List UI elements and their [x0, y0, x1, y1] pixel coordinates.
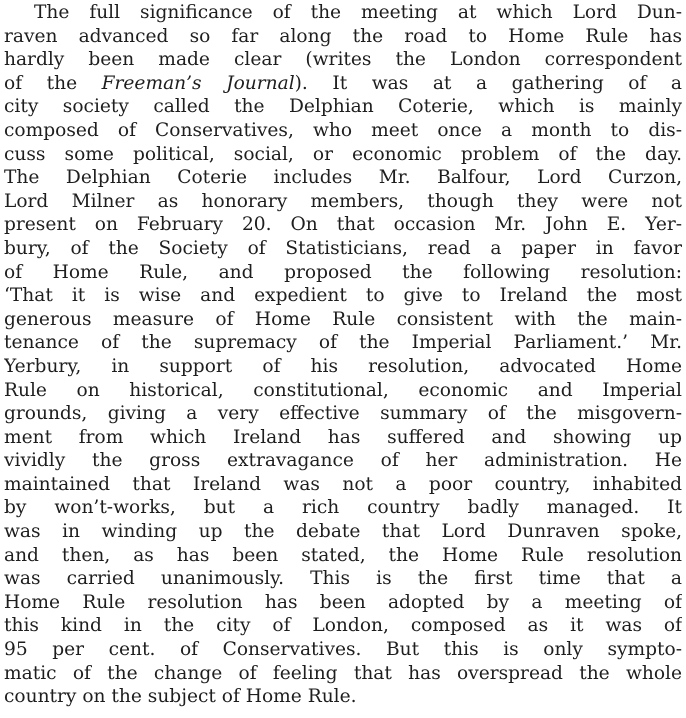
text-line: city society called the Delphian Coterie, which is mainly: [4, 96, 682, 118]
text-line: cuss some political, social, or economic problem of the day.: [4, 143, 682, 165]
text-line: this kind in the city of London, composed as it was of: [4, 615, 682, 637]
text-line: matic of the change of feeling that has overspread the whole: [4, 662, 682, 684]
text-line: country on the subject of Home Rule.: [4, 686, 357, 708]
journal-title: Freeman’s Journal: [101, 72, 295, 94]
text-line: composed of Conservatives, who meet once a month to dis-: [4, 119, 682, 141]
text-segment: ). It was at a gathering of a: [294, 72, 682, 94]
text-line: vividly the gross extravagance of her administration. He: [4, 450, 682, 472]
text-line: ment from which Ireland has suffered and showing up: [4, 426, 682, 448]
text-line: The full significance of the meeting at which Lord Dun-: [34, 2, 682, 23]
text-line: by won’t-works, but a rich country badly managed. It: [4, 497, 682, 519]
text-line: hardly been made clear (writes the London correspondent: [4, 49, 682, 71]
text-line: ‘That it is wise and expedient to give to Ireland the most: [4, 285, 682, 307]
text-line: maintained that Ireland was not a poor country, inhabited: [4, 473, 682, 495]
text-line: Lord Milner as honorary members, though they were not: [4, 190, 682, 212]
text-line: was in winding up the debate that Lord Dunraven spoke,: [4, 521, 682, 543]
text-line: The Delphian Coterie includes Mr. Balfour, Lord Curzon,: [4, 167, 682, 189]
text-line: bury, of the Society of Statisticians, read a paper in favor: [4, 237, 682, 259]
text-line: Yerbury, in support of his resolution, advocated Home: [4, 355, 682, 377]
text-line: raven advanced so far along the road to Home Rule has: [4, 25, 682, 47]
text-line: of Home Rule, and proposed the following resolution:: [4, 261, 682, 283]
article-text: [4, 1, 682, 709]
text-line: generous measure of Home Rule consistent with the main-: [4, 308, 682, 330]
text-line: 95 per cent. of Conservatives. But this is only sympto-: [4, 639, 682, 661]
text-line: present on February 20. On that occasion Mr. John E. Yer-: [4, 214, 682, 236]
text-line: and then, as has been stated, the Home Rule resolution: [4, 544, 682, 566]
text-line: was carried unanimously. This is the first time that a: [4, 568, 682, 590]
text-line: grounds, giving a very effective summary of the misgovern-: [4, 403, 682, 425]
text-line: Home Rule resolution has been adopted by a meeting of: [4, 591, 682, 613]
text-line-with-journal-title: [4, 72, 682, 96]
text-line: tenance of the supremacy of the Imperial Parliament.’ Mr.: [4, 332, 682, 354]
text-line: Rule on historical, constitutional, economic and Imperial: [4, 379, 682, 401]
text-segment: of the: [4, 72, 102, 94]
